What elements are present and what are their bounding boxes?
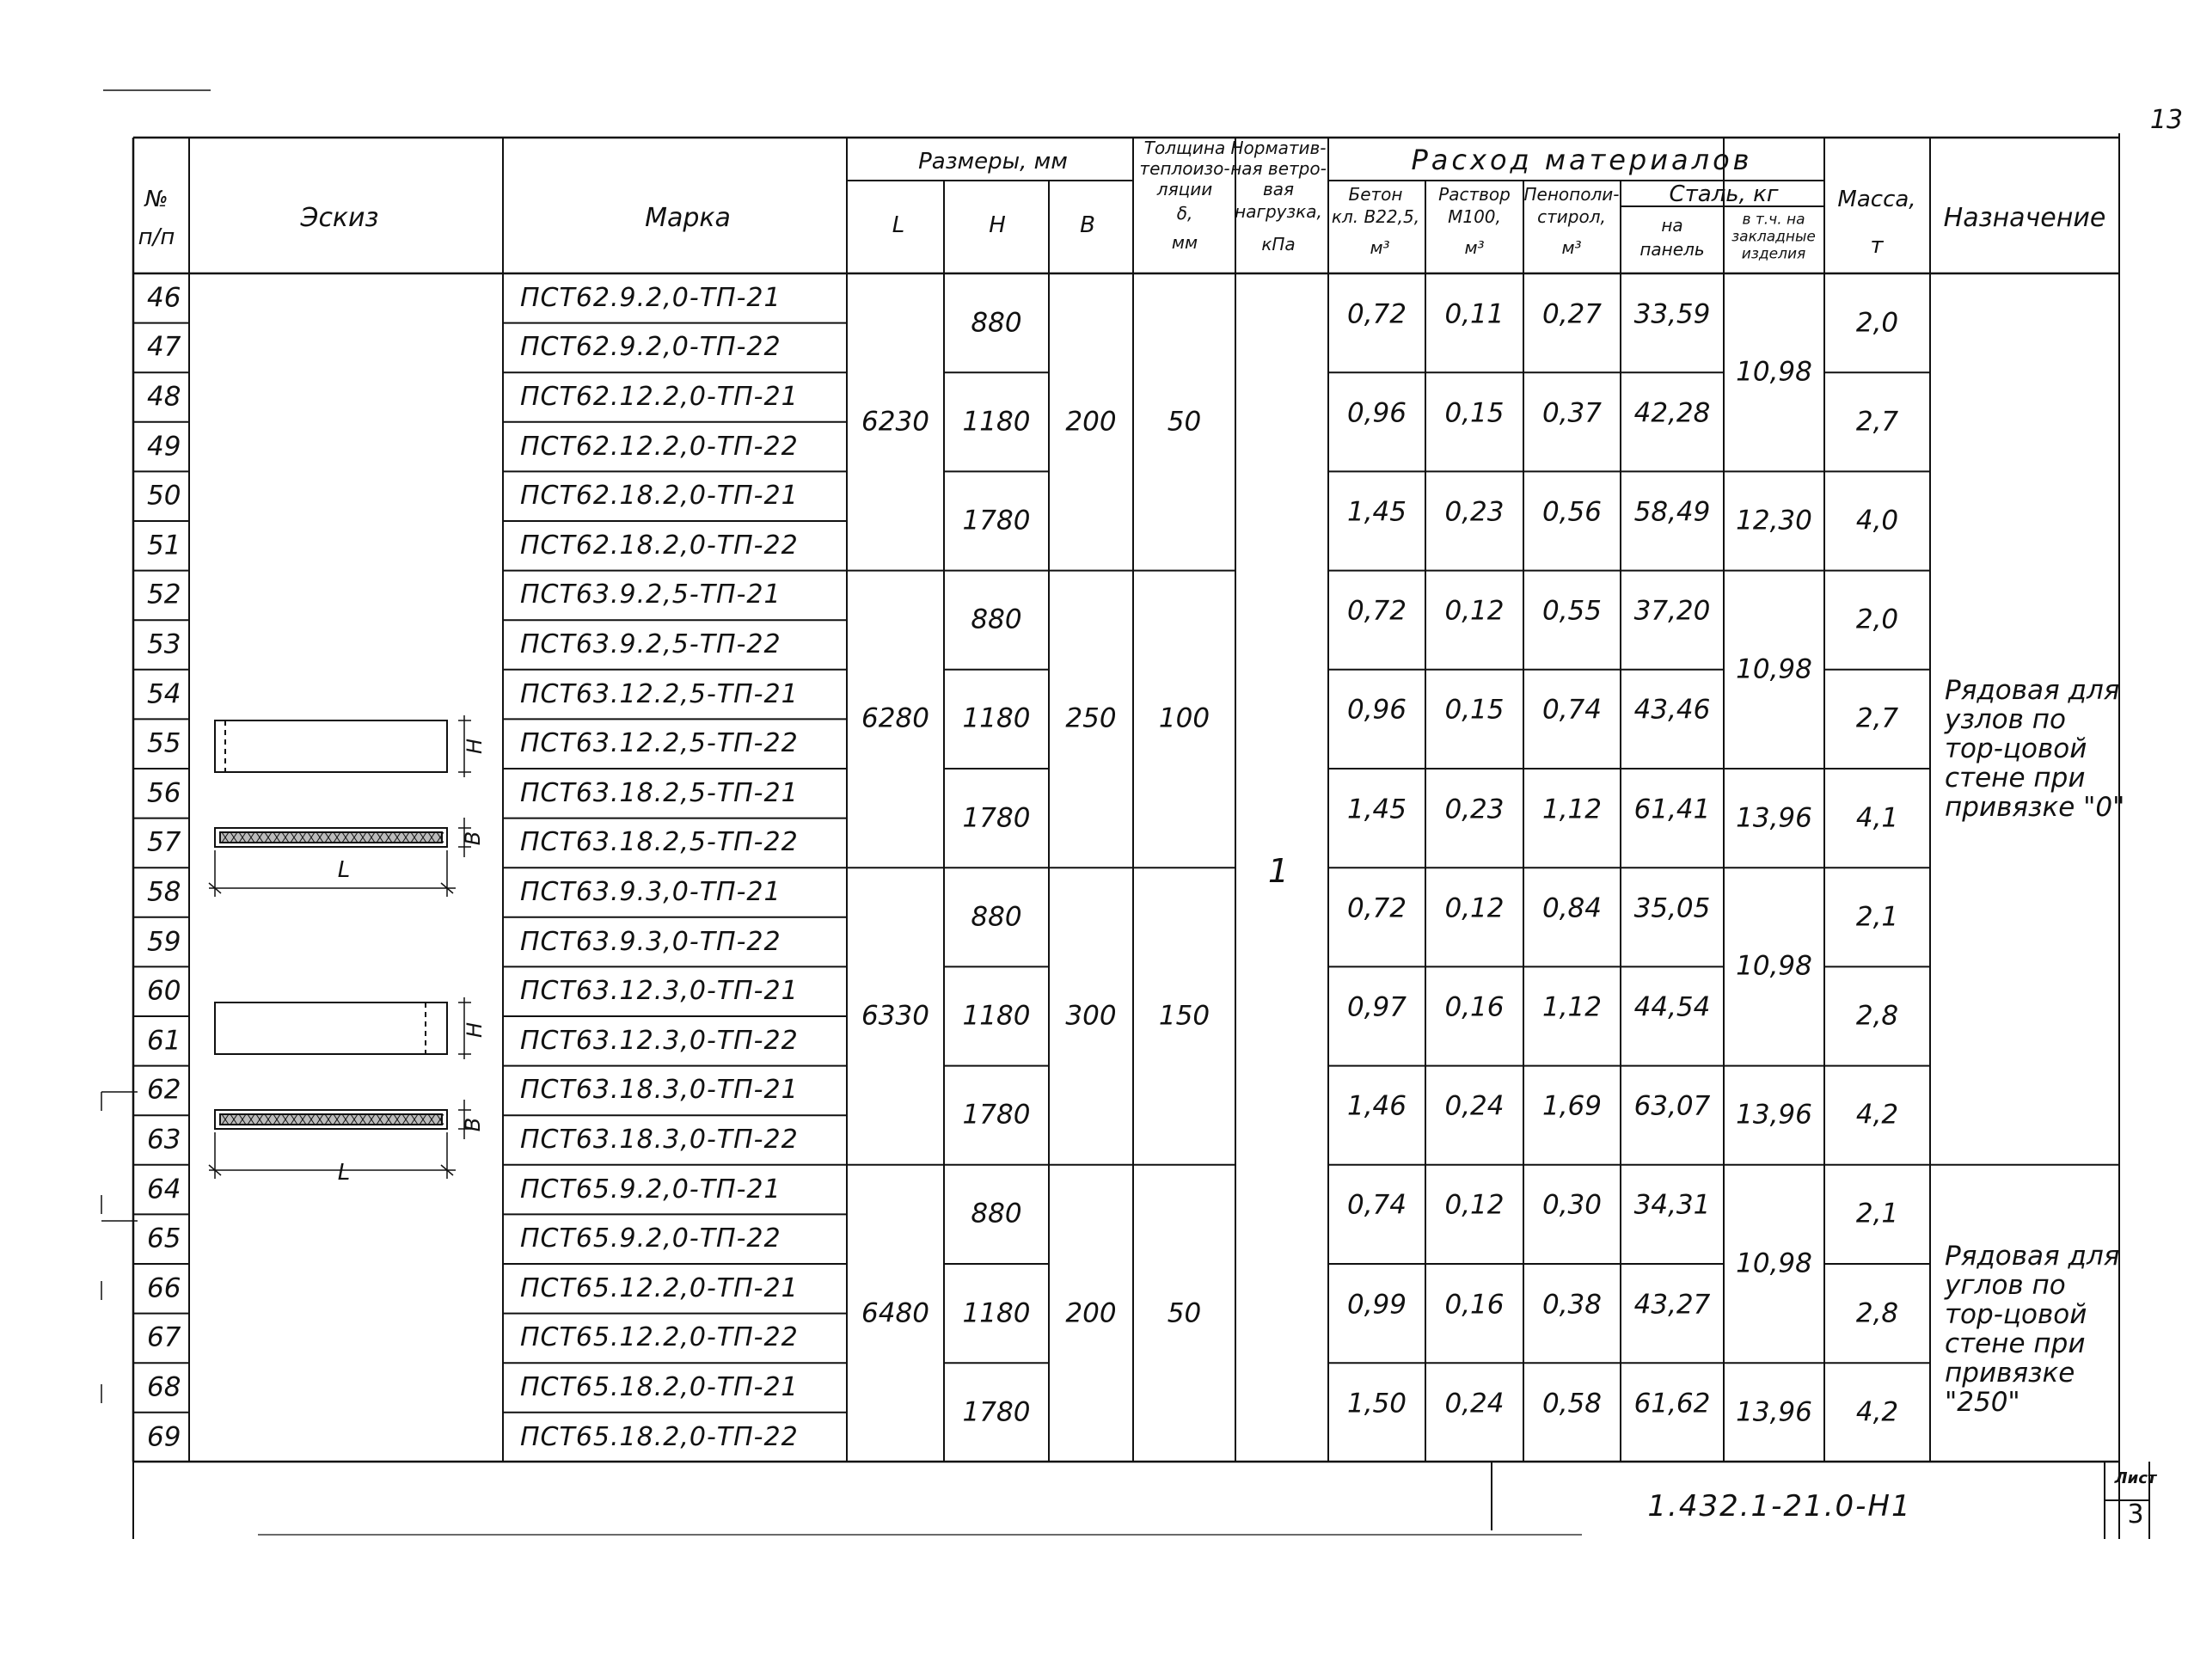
concrete-value: 0,72 [1346, 595, 1407, 627]
steel-embedded-value: 10,98 [1736, 950, 1812, 982]
panel-mark: ПСТ65.9.2,0-ТП-21 [520, 1174, 781, 1205]
panel-mark: ПСТ63.9.2,5-ТП-22 [520, 629, 781, 659]
foam-value: 0,84 [1541, 892, 1603, 924]
concrete-value: 0,74 [1346, 1189, 1407, 1221]
concrete-value: 1,45 [1346, 794, 1407, 825]
foam-value: 0,37 [1541, 397, 1603, 429]
row-number: 65 [147, 1223, 181, 1254]
concrete-value: 0,72 [1346, 298, 1407, 330]
header-concrete-1: Бетон [1348, 184, 1403, 205]
mortar-value: 0,15 [1444, 397, 1505, 429]
panel-mark: ПСТ63.18.2,5-ТП-21 [520, 777, 799, 808]
mortar-value: 0,16 [1444, 1289, 1505, 1321]
steel-panel-value: 35,05 [1633, 892, 1711, 924]
header-dim-L: L [892, 212, 905, 238]
header-wind-2: ная ветро- [1230, 158, 1327, 179]
header-materials: Расход материалов [1411, 144, 1753, 176]
mortar-value: 0,16 [1444, 991, 1505, 1023]
insulation-value: 100 [1158, 702, 1210, 734]
header-steel-emb-2: закладные [1731, 228, 1816, 246]
header-insulation-1: Толщина [1143, 138, 1226, 158]
row-number: 51 [147, 530, 181, 561]
steel-panel-value: 44,54 [1633, 991, 1711, 1023]
panel-mark: ПСТ65.12.2,0-ТП-22 [520, 1322, 799, 1353]
dim-L-value: 6480 [861, 1297, 929, 1329]
row-number: 69 [147, 1421, 181, 1453]
panel-mark: ПСТ62.18.2,0-ТП-21 [520, 481, 799, 512]
mass-value: 2,7 [1855, 702, 1899, 734]
dim-H-value: 880 [971, 604, 1022, 635]
row-number: 50 [147, 480, 181, 512]
header-wind-4: нагрузка, [1235, 201, 1322, 222]
steel-panel-value: 33,59 [1633, 298, 1711, 330]
row-number: 68 [147, 1371, 181, 1403]
dim-L-value: 6330 [861, 1000, 929, 1032]
sketch-label-H-2: H [463, 1021, 487, 1039]
header-dim-B: В [1080, 212, 1095, 238]
header-foam-2: стирол, [1537, 206, 1606, 227]
header-wind-5: кПа [1261, 234, 1296, 254]
foam-value: 0,30 [1541, 1189, 1603, 1221]
steel-embedded-value: 13,96 [1736, 802, 1812, 834]
dim-H-value: 1180 [962, 406, 1031, 438]
foam-value: 0,55 [1541, 595, 1603, 627]
sheet-number: 3 [2127, 1499, 2144, 1530]
dim-H-value: 1780 [962, 505, 1031, 536]
header-insulation-2: теплоизо- [1139, 158, 1230, 179]
row-number: 58 [147, 876, 181, 908]
row-number: 52 [147, 579, 181, 610]
row-number: 57 [147, 826, 181, 858]
mortar-value: 0,23 [1444, 496, 1505, 528]
dim-B-value: 200 [1065, 1297, 1117, 1329]
steel-embedded-value: 10,98 [1736, 356, 1812, 388]
row-number: 49 [147, 431, 181, 463]
row-number: 66 [147, 1272, 181, 1304]
mass-value: 4,1 [1855, 802, 1899, 834]
header-foam-3: м³ [1561, 237, 1582, 258]
mass-value: 2,1 [1855, 901, 1899, 933]
document-code: 1.432.1-21.0-Н1 [1647, 1489, 1912, 1524]
header-num-1: № [144, 187, 169, 212]
dim-H-value: 1180 [962, 702, 1031, 734]
panel-mark: ПСТ65.18.2,0-ТП-21 [520, 1372, 799, 1402]
mass-value: 2,1 [1855, 1198, 1899, 1229]
row-number: 53 [147, 628, 181, 660]
row-number: 55 [147, 727, 181, 759]
panel-mark: ПСТ62.18.2,0-ТП-22 [520, 530, 799, 561]
insulation-value: 50 [1167, 406, 1202, 438]
header-mortar-2: М100, [1448, 206, 1501, 227]
steel-panel-value: 63,07 [1633, 1090, 1711, 1122]
mortar-value: 0,11 [1444, 298, 1505, 330]
row-number: 46 [147, 282, 181, 314]
foam-value: 0,74 [1541, 694, 1603, 726]
header-num-2: п/п [138, 224, 175, 250]
panel-mark: ПСТ65.12.2,0-ТП-21 [520, 1272, 799, 1303]
dim-B-value: 300 [1065, 1000, 1117, 1032]
mass-value: 4,0 [1855, 505, 1899, 536]
panel-mark: ПСТ65.18.2,0-ТП-22 [520, 1421, 799, 1452]
row-number: 60 [147, 975, 181, 1007]
purpose-note-2: Рядовая для углов по тор-цовой стене при привязке "250" [1945, 1241, 2120, 1418]
foam-value: 0,27 [1541, 298, 1603, 330]
header-mark: Марка [645, 203, 731, 233]
sketch-panel [215, 720, 447, 772]
mass-value: 4,2 [1855, 1396, 1899, 1428]
panel-mark: ПСТ63.12.3,0-ТП-21 [520, 976, 799, 1007]
row-number: 64 [147, 1174, 181, 1205]
concrete-value: 0,72 [1346, 892, 1407, 924]
header-mass-2: т [1870, 233, 1884, 259]
steel-embedded-value: 13,96 [1736, 1099, 1812, 1131]
mass-value: 4,2 [1855, 1099, 1899, 1131]
row-number: 61 [147, 1025, 181, 1057]
panel-mark: ПСТ63.9.3,0-ТП-21 [520, 877, 781, 907]
panel-mark: ПСТ62.9.2,0-ТП-21 [520, 282, 781, 313]
header-insulation-3: ляции [1156, 179, 1213, 199]
mortar-value: 0,15 [1444, 694, 1505, 726]
row-number: 62 [147, 1074, 181, 1106]
foam-value: 1,69 [1541, 1090, 1603, 1122]
header-purpose: Назначение [1943, 203, 2106, 233]
header-wind-3: вая [1262, 179, 1295, 199]
insulation-value: 150 [1158, 1000, 1210, 1032]
concrete-value: 1,45 [1346, 496, 1407, 528]
mass-value: 2,0 [1855, 604, 1899, 635]
mortar-value: 0,12 [1444, 595, 1505, 627]
dim-B-value: 250 [1065, 702, 1117, 734]
sketch-panel [215, 1002, 447, 1054]
mortar-value: 0,23 [1444, 794, 1505, 825]
sketch-label-B-2: В [461, 1117, 485, 1132]
steel-panel-value: 42,28 [1633, 397, 1711, 429]
header-foam-1: Пенополи- [1523, 184, 1620, 205]
dim-L-value: 6230 [861, 406, 929, 438]
row-number: 63 [147, 1124, 181, 1156]
dim-L-value: 6280 [861, 702, 929, 734]
steel-panel-value: 61,62 [1633, 1388, 1711, 1419]
mortar-value: 0,24 [1444, 1090, 1505, 1122]
sketch-label-L-2: L [337, 1160, 351, 1186]
steel-panel-value: 37,20 [1633, 595, 1711, 627]
panel-mark: ПСТ62.12.2,0-ТП-21 [520, 382, 799, 412]
dim-H-value: 1780 [962, 1099, 1031, 1131]
dim-H-value: 1180 [962, 1297, 1031, 1329]
header-dim-H: H [989, 212, 1006, 238]
header-steel: Сталь, кг [1669, 181, 1779, 207]
dim-B-value: 200 [1065, 406, 1117, 438]
foam-value: 0,56 [1541, 496, 1603, 528]
steel-embedded-value: 10,98 [1736, 1248, 1812, 1279]
header-steel-panel-2: панель [1639, 239, 1705, 260]
foam-value: 1,12 [1541, 794, 1603, 825]
concrete-value: 0,97 [1346, 991, 1407, 1023]
sketch-label-H-1: H [463, 738, 487, 755]
dim-H-value: 1180 [962, 1000, 1031, 1032]
panel-mark: ПСТ65.9.2,0-ТП-22 [520, 1223, 781, 1254]
header-steel-emb-3: изделия [1741, 245, 1806, 263]
concrete-value: 0,96 [1346, 694, 1407, 726]
header-concrete-3: м³ [1370, 237, 1390, 258]
steel-panel-value: 58,49 [1633, 496, 1711, 528]
panel-mark: ПСТ63.18.2,5-ТП-22 [520, 827, 799, 858]
steel-panel-value: 61,41 [1633, 794, 1711, 825]
page-number: 13 [2149, 105, 2184, 135]
header-steel-panel-1: на [1661, 215, 1683, 236]
header-mortar-1: Раствор [1438, 184, 1511, 205]
mass-value: 2,8 [1855, 1297, 1899, 1329]
purpose-note-1: Рядовая для узлов по тор-цовой стене при привязке "0" [1945, 675, 2125, 823]
header-mass-1: Масса, [1837, 187, 1916, 212]
steel-embedded-value: 12,30 [1736, 505, 1812, 536]
insulation-value: 50 [1167, 1297, 1202, 1329]
panel-mark: ПСТ63.9.3,0-ТП-22 [520, 926, 781, 957]
foam-value: 1,12 [1541, 991, 1603, 1023]
concrete-value: 0,99 [1346, 1289, 1407, 1321]
row-number: 56 [147, 777, 181, 809]
steel-panel-value: 43,27 [1633, 1289, 1711, 1321]
mortar-value: 0,12 [1444, 1189, 1505, 1221]
mass-value: 2,8 [1855, 1000, 1899, 1032]
concrete-value: 0,96 [1346, 397, 1407, 429]
wind-load-value: 1 [1267, 852, 1290, 890]
dim-H-value: 880 [971, 1198, 1022, 1229]
row-number: 48 [147, 381, 181, 413]
sketch-label-L-1: L [337, 857, 351, 883]
panel-mark: ПСТ62.9.2,0-ТП-22 [520, 332, 781, 363]
foam-value: 0,58 [1541, 1388, 1603, 1419]
header-dimensions: Размеры, мм [918, 149, 1068, 175]
mass-value: 2,7 [1855, 406, 1899, 438]
panel-mark: ПСТ63.18.3,0-ТП-22 [520, 1125, 799, 1155]
dim-H-value: 880 [971, 307, 1022, 339]
header-wind-1: Норматив- [1230, 138, 1327, 158]
steel-embedded-value: 13,96 [1736, 1396, 1812, 1428]
panel-mark: ПСТ63.12.2,5-ТП-22 [520, 728, 799, 759]
row-number: 47 [147, 331, 181, 363]
concrete-value: 1,46 [1346, 1090, 1407, 1122]
sketch-label-B-1: В [461, 831, 485, 846]
header-concrete-2: кл. В22,5, [1331, 206, 1420, 227]
row-number: 54 [147, 678, 181, 710]
concrete-value: 1,50 [1346, 1388, 1407, 1419]
header-sketch: Эскиз [300, 203, 379, 233]
dim-H-value: 1780 [962, 1396, 1031, 1428]
steel-panel-value: 43,46 [1633, 694, 1711, 726]
panel-mark: ПСТ62.12.2,0-ТП-22 [520, 431, 799, 462]
panel-mark: ПСТ63.18.3,0-ТП-21 [520, 1075, 799, 1106]
dim-H-value: 1780 [962, 802, 1031, 834]
dim-H-value: 880 [971, 901, 1022, 933]
panel-mark: ПСТ63.12.3,0-ТП-22 [520, 1025, 799, 1056]
row-number: 67 [147, 1321, 181, 1353]
panel-mark: ПСТ63.9.2,5-ТП-21 [520, 579, 781, 610]
sheet-label: Лист [2114, 1469, 2157, 1487]
steel-embedded-value: 10,98 [1736, 653, 1812, 685]
header-steel-emb-1: в т.ч. на [1742, 211, 1805, 229]
row-number: 59 [147, 926, 181, 958]
mortar-value: 0,24 [1444, 1388, 1505, 1419]
panel-mark: ПСТ63.12.2,5-ТП-21 [520, 678, 799, 709]
header-mortar-3: м³ [1464, 237, 1485, 258]
steel-panel-value: 34,31 [1633, 1189, 1711, 1221]
foam-value: 0,38 [1541, 1289, 1603, 1321]
mortar-value: 0,12 [1444, 892, 1505, 924]
header-insulation-4: δ, [1176, 203, 1193, 224]
mass-value: 2,0 [1855, 307, 1899, 339]
header-insulation-5: мм [1171, 232, 1198, 253]
